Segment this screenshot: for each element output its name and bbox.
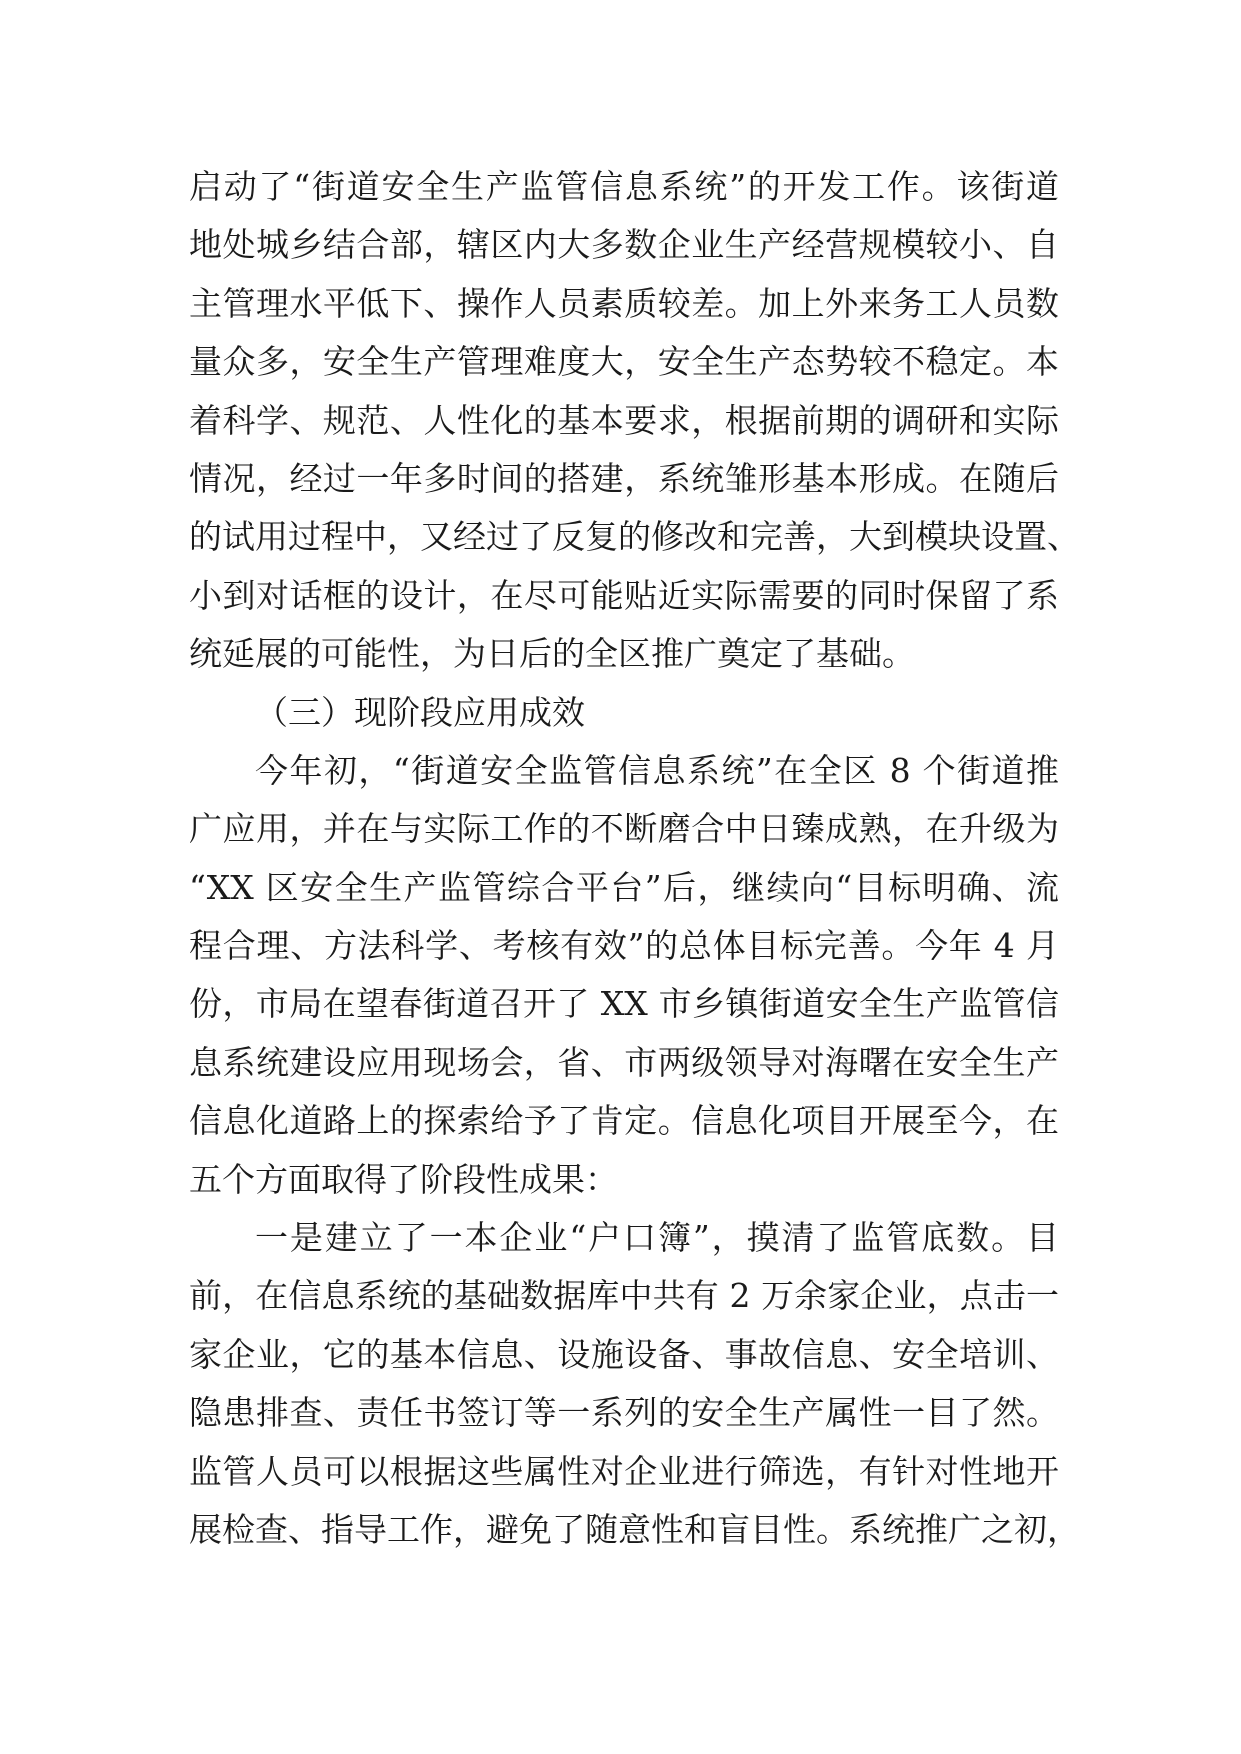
- text-line: 份，市局在望春街道召开了 XX 市乡镇街道安全生产监管信: [189, 984, 1059, 1024]
- paragraph-development: [189, 158, 1080, 684]
- text-line: 情况，经过一年多时间的搭建，系统雏形基本形成。在随后: [189, 458, 1059, 498]
- text-line: 量众多，安全生产管理难度大，安全生产态势较不稳定。本: [189, 342, 1059, 382]
- text-line: 主管理水平低下、操作人员素质较差。加上外来务工人员数: [189, 283, 1059, 323]
- text-line: 地处城乡结合部，辖区内大多数企业生产经营规模较小、自: [189, 225, 1059, 265]
- text-line: 展检查、指导工作，避免了随意性和盲目性。系统推广之初，: [189, 1509, 1080, 1549]
- text-line: 息系统建设应用现场会，省、市两级领导对海曙在安全生产: [189, 1042, 1059, 1082]
- body-text: [189, 158, 1080, 1559]
- text-line: 统延展的可能性，为日后的全区推广奠定了基础。: [189, 634, 915, 674]
- text-line: 监管人员可以根据这些属性对企业进行筛选，有针对性地开: [189, 1451, 1059, 1491]
- text-line: 的试用过程中，又经过了反复的修改和完善，大到模块设置、: [189, 517, 1080, 557]
- paragraph-enterprise-register: [189, 1209, 1080, 1559]
- text-line: 一是建立了一本企业“户口簿”，摸清了监管底数。目: [255, 1218, 1059, 1258]
- text-line: 前，在信息系统的基础数据库中共有 2 万余家企业，点击一: [189, 1276, 1059, 1316]
- text-line: 着科学、规范、人性化的基本要求，根据前期的调研和实际: [189, 400, 1059, 440]
- text-line: “XX 区安全生产监管综合平台”后，继续向“目标明确、流: [189, 867, 1059, 907]
- text-line: 广应用，并在与实际工作的不断磨合中日臻成熟，在升级为: [189, 809, 1059, 849]
- text-line: 程合理、方法科学、考核有效”的总体目标完善。今年 4 月: [189, 926, 1059, 966]
- text-line: 五个方面取得了阶段性成果：: [189, 1159, 618, 1199]
- text-line: 家企业，它的基本信息、设施设备、事故信息、安全培训、: [189, 1334, 1059, 1374]
- text-line: 隐患排查、责任书签订等一系列的安全生产属性一目了然。: [189, 1393, 1059, 1433]
- text-line: 小到对话框的设计，在尽可能贴近实际需要的同时保留了系: [189, 575, 1059, 615]
- paragraph-current-results: [189, 742, 1059, 1209]
- text-line: 信息化道路上的探索给予了肯定。信息化项目开展至今，在: [189, 1101, 1059, 1141]
- text-line: 今年初，“街道安全监管信息系统”在全区 8 个街道推: [255, 750, 1059, 790]
- text-line: 启动了“街道安全生产监管信息系统”的开发工作。该街道: [189, 167, 1059, 206]
- section-heading: （三）现阶段应用成效: [255, 692, 585, 732]
